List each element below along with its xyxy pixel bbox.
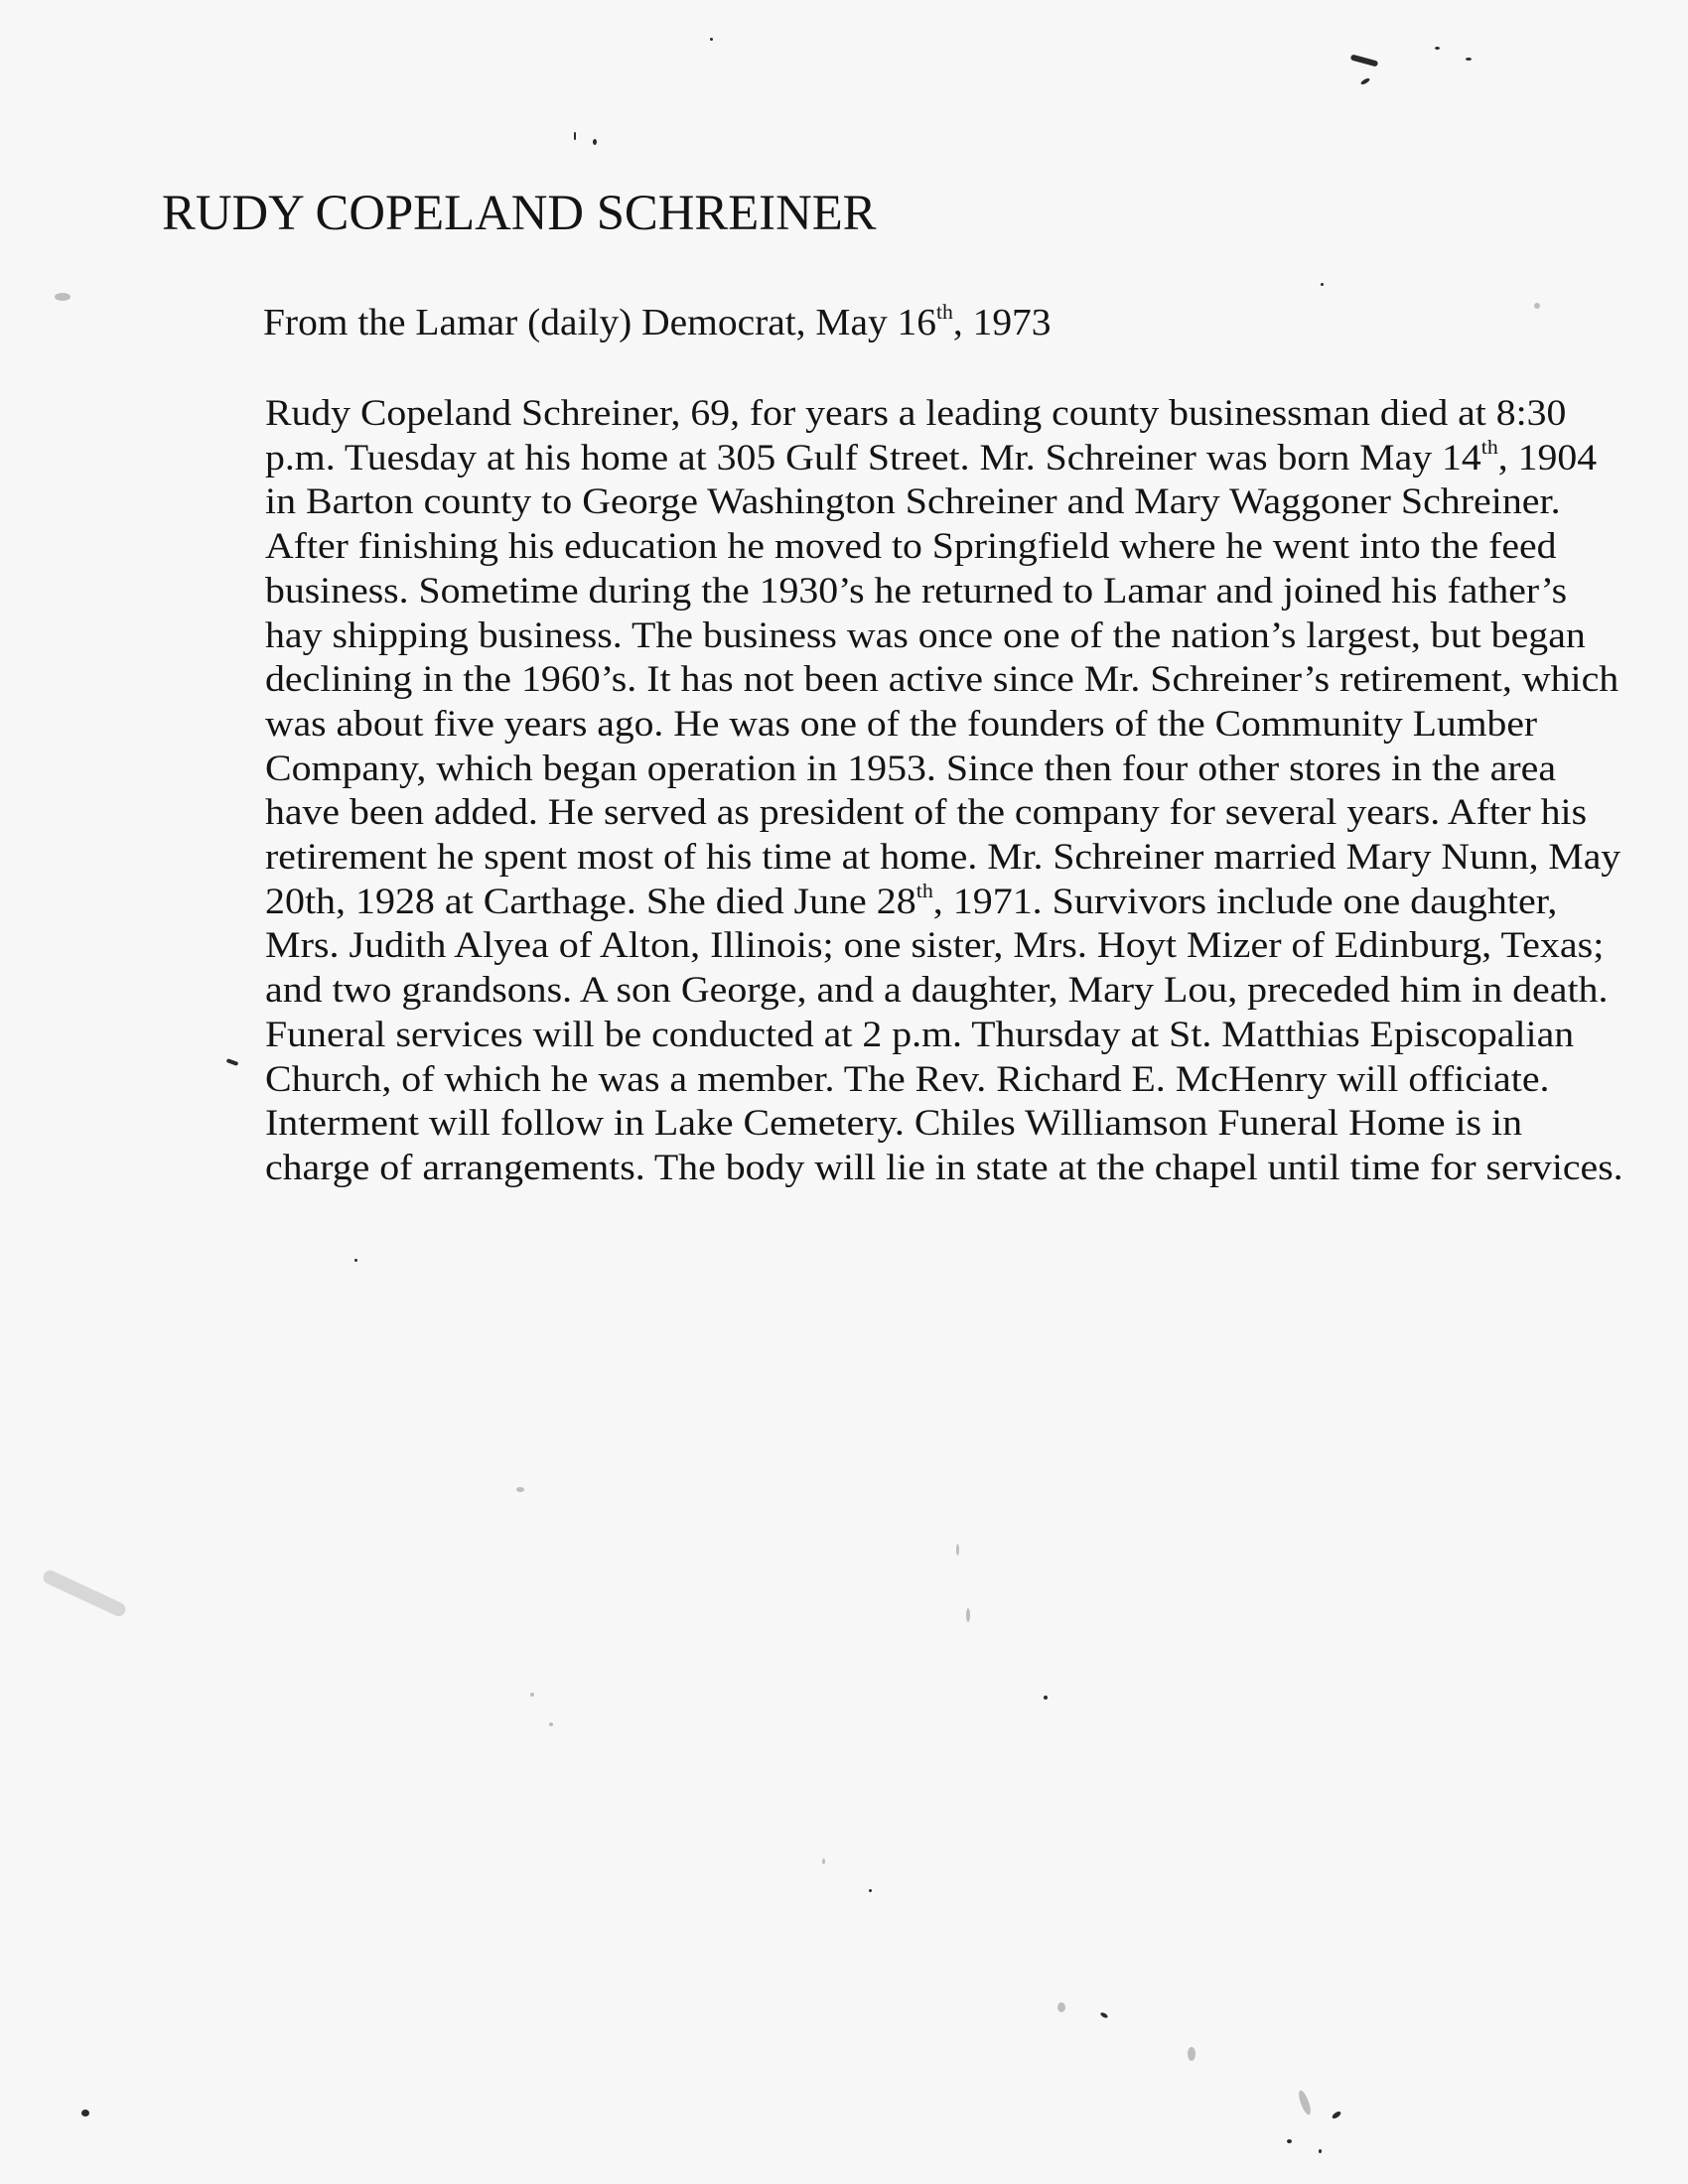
scan-speck xyxy=(1297,2089,1313,2116)
source-line xyxy=(263,300,1052,343)
body-line xyxy=(265,395,1566,432)
body-line-text: have been added. He served as president of the company for several years. After his xyxy=(265,792,1588,834)
scan-speck xyxy=(710,38,713,41)
body-line-text: business. Sometime during the 1930’s he returned to Lamar and joined his father’s xyxy=(265,570,1568,612)
scan-speck xyxy=(354,1259,357,1262)
body-line-text: hay shipping business. The business was once one of the nation’s largest, but began xyxy=(265,614,1586,656)
scan-speck xyxy=(549,1722,553,1726)
body-line-text: charge of arrangements. The body will lie in state at the chapel until time for services. xyxy=(265,1147,1623,1188)
body-line xyxy=(265,925,1605,967)
body-line xyxy=(265,703,1538,745)
body-line xyxy=(265,881,1558,922)
body-line-text: declining in the 1960’s. It has not been active since Mr. Schreiner’s retirement, which xyxy=(265,659,1619,701)
scan-speck xyxy=(226,1058,239,1066)
body-line-text: Mrs. Judith Alyea of Alton, Illinois; one sister, Mrs. Hoyt Mizer of Edinburg, Texas; xyxy=(265,925,1605,967)
body-line-text: and two grandsons. A son George, and a daughter, Mary Lou, preceded him in death. xyxy=(265,970,1609,1012)
body-line-text: retirement he spent most of his time at home. Mr. Schreiner married Mary Nunn, May xyxy=(265,837,1621,878)
document-title: RUDY COPELAND SCHREINER xyxy=(162,186,877,241)
body-line xyxy=(265,437,1598,478)
body-line xyxy=(265,748,1557,789)
scan-speck xyxy=(1466,58,1472,61)
scan-speck xyxy=(516,1487,524,1492)
body-line xyxy=(265,1014,1575,1055)
scan-speck xyxy=(966,1608,970,1622)
scan-speck xyxy=(1188,2047,1196,2061)
source-year: , 1973 xyxy=(952,302,1052,343)
scan-speck xyxy=(1435,47,1440,50)
body-line-text: Company, which began operation in 1953. Since then four other stores in the area xyxy=(265,748,1557,789)
scan-speck xyxy=(593,139,597,145)
scan-speck xyxy=(1319,2149,1322,2153)
scan-speck xyxy=(822,1858,825,1864)
body-line xyxy=(265,526,1557,568)
body-line-text: Church, of which he was a member. The Rev. Richard E. McHenry will officiate. xyxy=(265,1058,1550,1100)
scan-speck xyxy=(869,1889,872,1892)
scan-speck xyxy=(81,2110,89,2116)
body-line xyxy=(265,839,1620,876)
scan-speck xyxy=(41,1569,127,1619)
scan-speck xyxy=(1350,54,1379,67)
body-line xyxy=(265,1058,1550,1100)
body-line-text: 20th, 1928 at Carthage. She died June 28 xyxy=(265,881,916,922)
body-line-text: was about five years ago. He was one of the founders of the Community Lumber xyxy=(265,703,1538,745)
body-line-text: Interment will follow in Lake Cemetery. Chiles Williamson Funeral Home is in xyxy=(265,1103,1523,1145)
scan-speck xyxy=(1534,303,1540,309)
ordinal-suffix: th xyxy=(915,881,933,903)
scan-speck xyxy=(1360,77,1371,85)
scan-speck xyxy=(1044,1696,1048,1700)
scan-speck xyxy=(530,1693,534,1697)
scan-speck xyxy=(1331,2111,1341,2120)
body-line xyxy=(265,659,1619,701)
source-ordinal-suffix: th xyxy=(936,300,953,325)
scan-speck xyxy=(55,293,70,301)
scan-speck xyxy=(1100,2011,1109,2018)
body-line-text: Rudy Copeland Schreiner, 69, for years a leading county businessman died at 8:30 xyxy=(265,393,1567,434)
body-line-text: After finishing his education he moved to Springfield where he went into the feed xyxy=(265,526,1557,568)
body-line xyxy=(265,481,1561,523)
scan-speck xyxy=(574,132,576,140)
body-line xyxy=(265,1103,1523,1145)
body-line-text: Funeral services will be conducted at 2 p.m. Thursday at St. Matthias Episcopalian xyxy=(265,1014,1575,1055)
body-line xyxy=(265,970,1609,1012)
scan-speck xyxy=(1321,283,1324,286)
source-text: From the Lamar (daily) Democrat, May 16 xyxy=(263,302,937,343)
body-line-text: p.m. Tuesday at his home at 305 Gulf Street. Mr. Schreiner was born May 14 xyxy=(265,437,1481,478)
scan-speck xyxy=(956,1544,959,1556)
body-line xyxy=(265,792,1588,834)
body-line xyxy=(265,1147,1623,1188)
scan-speck xyxy=(1287,2139,1292,2143)
body-line xyxy=(265,570,1568,612)
scan-speck xyxy=(1057,2002,1065,2012)
body-line-text-continued: , 1971. Survivors include one daughter, xyxy=(932,881,1558,922)
body-line xyxy=(265,614,1586,656)
ordinal-suffix: th xyxy=(1480,437,1498,460)
body-line-text-continued: , 1904 xyxy=(1497,437,1598,478)
body-line-text: in Barton county to George Washington Schreiner and Mary Waggoner Schreiner. xyxy=(265,481,1561,523)
